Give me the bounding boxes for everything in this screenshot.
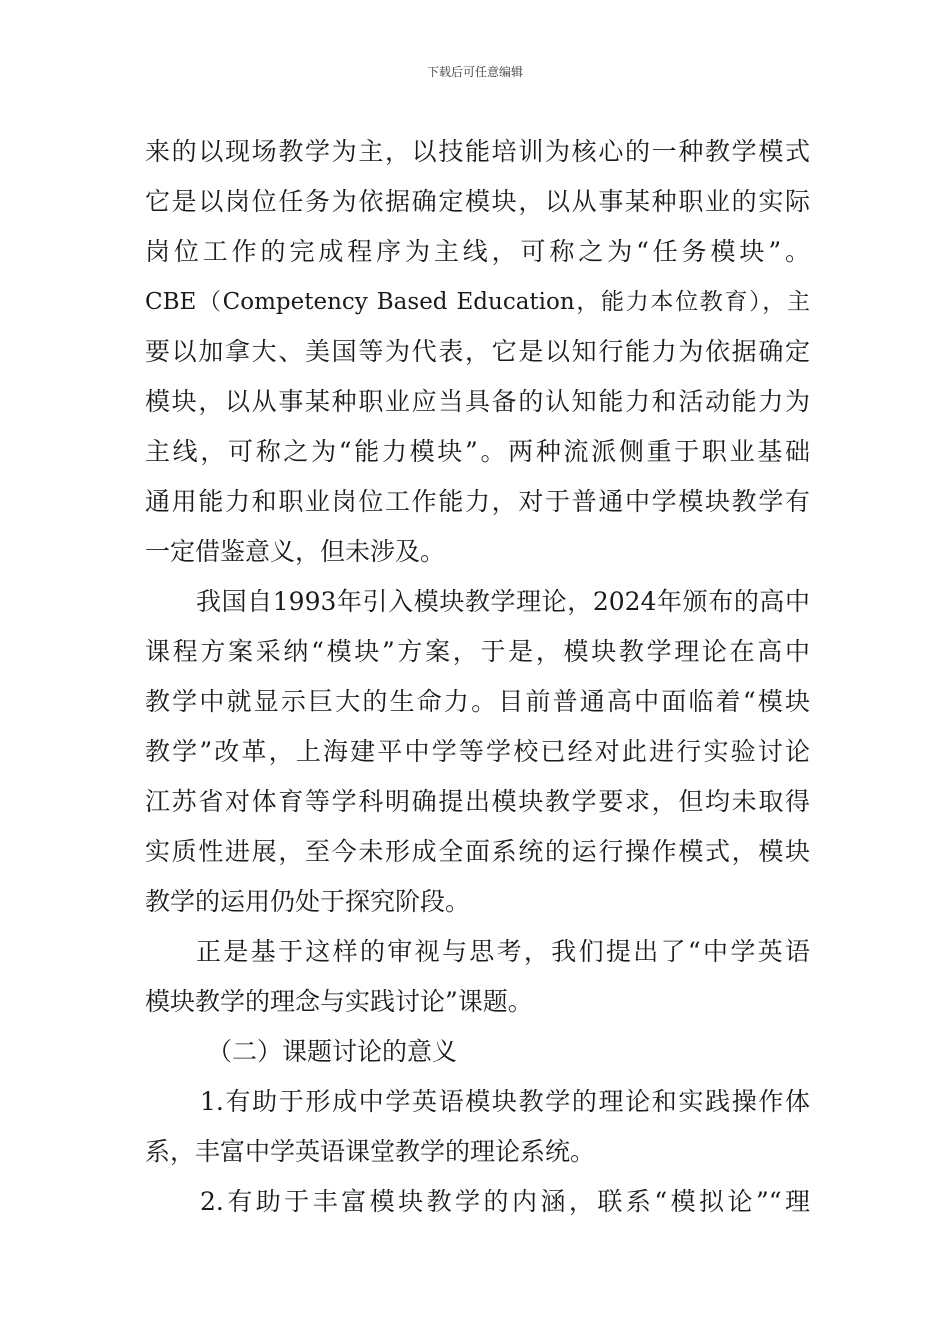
text-line: 模块，以从事某种职业应当具备的认知能力和活动能力为	[145, 387, 810, 416]
text-line: 2.有助于丰富模块教学的内涵，联系“模拟论”“理	[200, 1187, 810, 1216]
text-line: 系，丰富中学英语课堂教学的理论系统。	[145, 1137, 596, 1166]
text-line: 教学的运用仍处于探究阶段。	[145, 887, 471, 916]
text-line: 岗位工作的完成程序为主线，可称之为“任务模块”。	[145, 237, 810, 266]
text-line: 江苏省对体育等学科明确提出模块教学要求，但均未取得	[145, 787, 810, 816]
text-line: 1.有助于形成中学英语模块教学的理论和实践操作体	[200, 1087, 810, 1116]
text-line: 教学”改革，上海建平中学等学校已经对此进行实验讨论	[145, 737, 810, 766]
text-line: 实质性进展，至今未形成全面系统的运行操作模式，模块	[145, 837, 810, 866]
text-line: 课程方案采纳“模块”方案，于是，模块教学理论在高中	[145, 637, 810, 666]
text-line: 模块教学的理念与实践讨论”课题。	[145, 987, 533, 1016]
paragraph-training-models	[145, 127, 810, 577]
text-line: 主线，可称之为“能力模块”。两种流派侧重于职业基础	[145, 437, 810, 466]
section-subheading: （二）课题讨论的意义	[207, 1037, 458, 1066]
text-line: 我国自1993年引入模块教学理论，2024年颁布的高中	[196, 587, 810, 616]
document-body	[145, 127, 810, 1227]
list-item-1	[145, 1077, 810, 1177]
text-line: 它是以岗位任务为依据确定模块，以从事某种职业的实际	[145, 187, 810, 216]
page-header: 下载后可任意编辑	[426, 65, 523, 79]
paragraph-domestic-history	[145, 577, 810, 927]
paragraph-topic-proposal	[145, 927, 810, 1027]
list-item-2	[145, 1177, 810, 1227]
text-line: 来的以现场教学为主，以技能培训为核心的一种教学模式	[145, 137, 810, 166]
text-line: 正是基于这样的审视与思考，我们提出了“中学英语	[196, 937, 810, 966]
text-line: 教学中就显示巨大的生命力。目前普通高中面临着“模块	[145, 687, 810, 716]
text-line: 通用能力和职业岗位工作能力，对于普通中学模块教学有	[145, 487, 810, 516]
text-line: CBE（Competency Based Education，能力本位教育），主	[145, 289, 810, 315]
text-line: 一定借鉴意义，但未涉及。	[145, 537, 446, 566]
text-line: 要以加拿大、美国等为代表，它是以知行能力为依据确定	[145, 337, 810, 366]
